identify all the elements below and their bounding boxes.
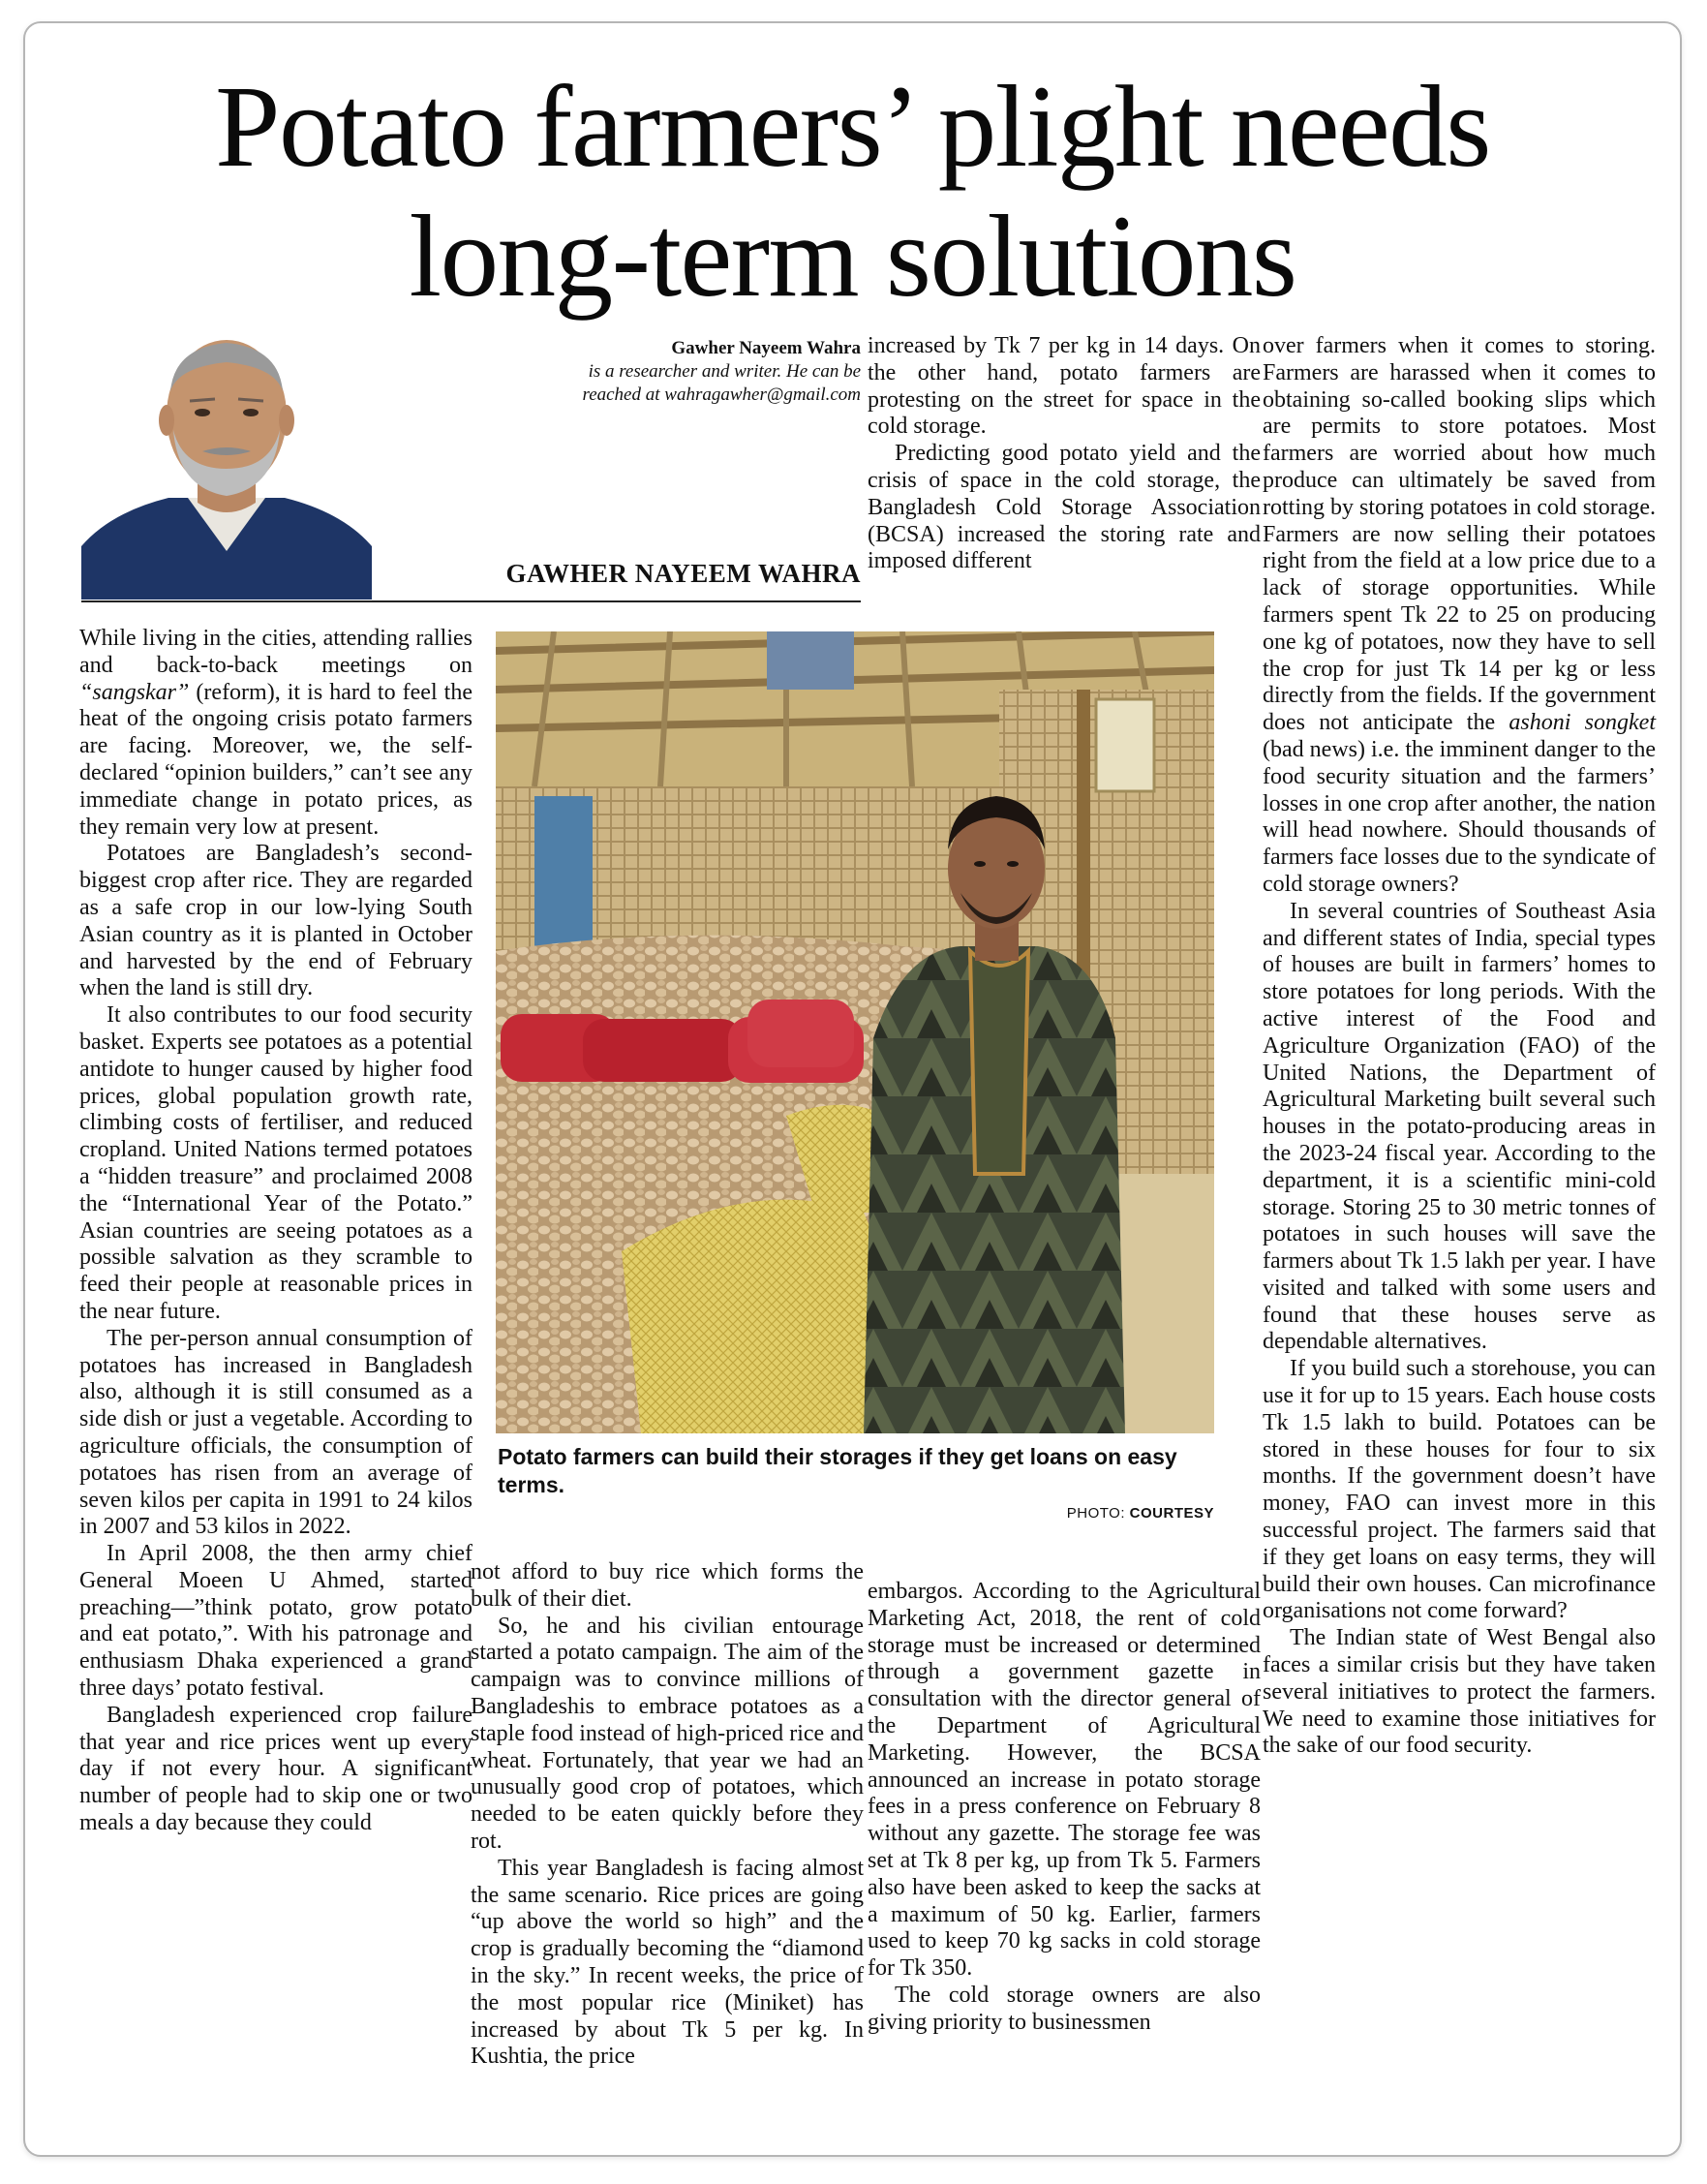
author-bio xyxy=(451,360,861,407)
paragraph-1: While living in the cities, attending rallies and back-to-back meetings on “sangskar” (reform), it is hard to feel the heat of the ongoing crisis potato farmers are facing. Moreover, we, the self-declared “opinion builders,” can’t see any immediate change in potato prices, as they remain very low at present. xyxy=(79,626,472,840)
article-column-3-top xyxy=(868,333,1261,575)
article-column-3-bottom xyxy=(868,1579,1261,2037)
paragraph-10: The cold storage owners are also giving priority to businessmen xyxy=(868,1982,1261,2035)
paragraph-8-cont: increased by Tk 7 per kg in 14 days. On the other hand, potato farmers are protesting on the street for space in the cold storage. xyxy=(868,333,1261,440)
paragraph-5: In April 2008, the then army chief General Moeen U Ahmed, started preaching—”think potato, grow potato and eat potato,”. With his patronage and enthusiasm Dhaka experienced a grand three days’ potato festival. xyxy=(79,1541,472,1702)
paragraph-3: It also contributes to our food security basket. Experts see potatoes as a potential antidote to hunger caused by higher food prices, global population growth rate, climbing costs of fertiliser, and reduced cropland. United Nations termed potatoes a “hidden treasure” and proclaimed 2008 the “International Year of the Potato.” Asian countries are seeing potatoes as a possible salvation as they scramble to feed their people at reasonable prices in the near future. xyxy=(79,1002,472,1324)
paragraph-12: If you build such a storehouse, you can use it for up to 15 years. Each house costs Tk 1.5 lakh to build. Potatoes can be stored in these houses for four to six months. If the government doesn’t have money, FAO can invest more in this successful project. The farmers said that if they get loans on easy terms, they will build their own houses. Can microfinance organisations not come forward? xyxy=(1263,1356,1656,1624)
paragraph-4: The per-person annual consumption of potatoes has increased in Bangladesh also, although it is still consumed as a side dish or just a vegetable. According to agriculture officials, the consumption of potatoes has risen from an average of seven kilos per capita in 1991 to 24 kilos in 2007 and 53 kilos in 2022. xyxy=(79,1325,472,1540)
photo-credit-value: COURTESY xyxy=(1129,1505,1214,1522)
paragraph-7: So, he and his civilian entourage started a potato campaign. The aim of the campaign was to convince millions of Bangladeshis to embrace potatoes as a staple food instead of high-priced rice and wheat. Fortunately, that year we had an unusually good crop of potatoes, which needed to be eaten quickly before they rot. xyxy=(471,1613,864,1854)
paragraph-9-cont: embargos. According to the Agricultural Marketing Act, 2018, the rent of cold storage must be increased or determined through a government gazette in consultation with the director general of the Department of Agricultural Marketing. However, the BCSA announced an increase in potato storage fees in a press conference on February 8 without any gazette. The storage fee was set at Tk 8 per kg, up from Tk 5. Farmers also have been asked to keep the sacks at a maximum of 50 kg. Earlier, farmers used to keep 70 kg sacks in cold storage for Tk 350. xyxy=(868,1579,1261,1982)
headline xyxy=(25,62,1680,322)
photo-caption: Potato farmers can build their storages if they get loans on easy terms. xyxy=(498,1444,1177,1497)
byline-rule xyxy=(81,600,861,602)
author-name: Gawher Nayeem Wahra xyxy=(671,338,861,358)
paragraph-8: This year Bangladesh is facing almost the same scenario. Rice prices are going “up above the world so high” and the crop is gradually becoming the “diamond in the sky.” In recent weeks, the price of the most popular rice (Miniket) has increased by about Tk 5 per kg. In Kushtia, the price xyxy=(471,1855,864,2070)
author-bio-line-1: is a researcher and writer. He can be xyxy=(588,361,861,382)
paragraph-6-cont: not afford to buy rice which forms the bulk of their diet. xyxy=(471,1559,864,1612)
paragraph-6: Bangladesh experienced crop failure that year and rice prices went up every day if not every hour. A significant number of people had to skip one or two meals a day because they could xyxy=(79,1702,472,1836)
newspaper-page xyxy=(23,21,1682,2157)
author-photo xyxy=(81,323,372,600)
byline: GAWHER NAYEEM WAHRA xyxy=(505,559,861,588)
article-column-4 xyxy=(1263,333,1656,1760)
article-photo xyxy=(496,631,1214,1433)
headline-line-2: long-term solutions xyxy=(409,192,1296,322)
paragraph-13: The Indian state of West Bengal also faces a similar crisis but they have taken several initiatives to protect the farmers. We need to examine those initiatives for the sake of our food security. xyxy=(1263,1625,1656,1759)
photo-credit-label: PHOTO: xyxy=(1066,1505,1125,1522)
article-column-1 xyxy=(79,626,472,1837)
paragraph-11: In several countries of Southeast Asia and different states of India, special types of houses are built in farmers’ homes to store potatoes for long periods. With the active interest of the Food and Agriculture Organization (FAO) of the United Nations, the Department of Agricultural Marketing built several such houses in the potato-producing areas in the 2023-24 fiscal year. According to the department, it is a scientific mini-cold storage. Storing 25 to 30 metric tonnes of potatoes in such houses will save the farmers about Tk 1.5 lakh per year. I have visited and talked with some users and found that these houses serve as dependable alternatives. xyxy=(1263,898,1656,1355)
photo-credit xyxy=(993,1505,1214,1522)
headline-line-1: Potato farmers’ plight needs xyxy=(215,62,1490,192)
article-column-2 xyxy=(471,1559,864,2071)
paragraph-2: Potatoes are Bangladesh’s second-biggest crop after rice. They are regarded as a safe crop in our low-lying South Asian country as it is planted in October and harvested by the end of February when the land is still dry. xyxy=(79,841,472,1001)
paragraph-10-cont: over farmers when it comes to storing. Farmers are harassed when it comes to obtaining so-called booking slips which are permits to store potatoes. Most farmers are worried about how much produce can ultimately be saved from rotting by storing potatoes in cold storage. Farmers are now selling their potatoes right from the field at a low price due to a lack of storage opportunities. While farmers spent Tk 22 to 25 on producing one kg of potatoes, now they have to sell the crop for just Tk 14 per kg or less directly from the fields. If the government does not anticipate the ashoni songket (bad news) i.e. the imminent danger to the food security situation and the farmers’ losses in one crop after another, the nation will head nowhere. Should thousands of farmers face losses due to the syndicate of cold storage owners? xyxy=(1263,333,1656,897)
paragraph-9: Predicting good potato yield and the crisis of space in the cold storage, the Bangladesh Cold Storage Association (BCSA) increased the storing rate and imposed different xyxy=(868,441,1261,574)
author-bio-line-2: reached at wahragawher@gmail.com xyxy=(582,385,861,405)
